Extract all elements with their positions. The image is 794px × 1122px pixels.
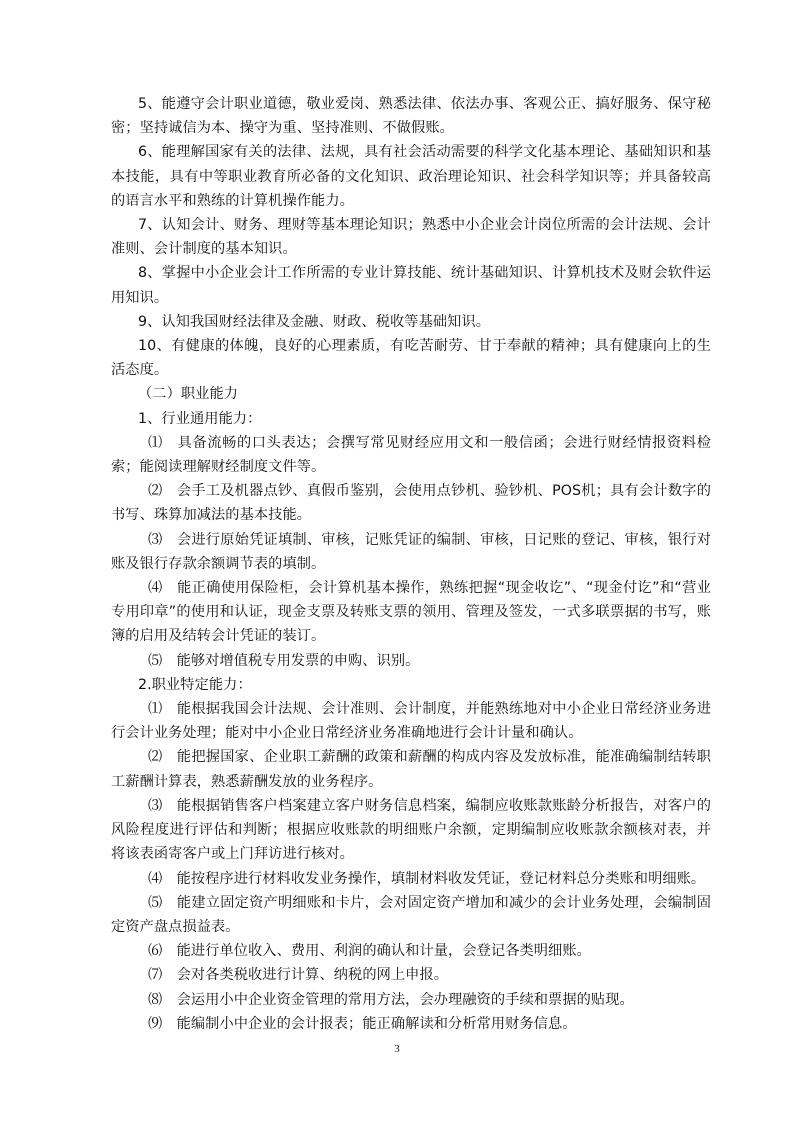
general-ability-item-4: ⑷ 能正确使用保险柜，会计算机基本操作，熟练把握“现金收讫”、“现金付讫”和“营业专用印章”的使用和认证，现金支票及转账支票的领用、管理及签发，一式多联票据的书写，账簿的启用及结转会计凭证的装订。	[111, 580, 711, 645]
paragraph-item-8: 8、掌握中小企业会计工作所需的专业计算技能、统计基础知识、计算机技术及财会软件运用知识。	[111, 265, 711, 306]
body-text	[111, 92, 711, 1036]
general-ability-item-1: ⑴ 具备流畅的口头表达；会撰写常见财经应用文和一般信函；会进行财经情报资料检索；能阅读理解财经制度文件等。	[111, 434, 711, 476]
specific-ability-item-2: ⑵ 能把握国家、企业职工薪酬的政策和薪酬的构成内容及发放标准，能准确编制结转职工薪酬计算表，熟悉薪酬发放的业务程序。	[111, 749, 711, 790]
paragraph-item-9: 9、认知我国财经法律及金融、财政、税收等基础知识。	[138, 313, 491, 330]
specific-ability-item-5: ⑸ 能建立固定资产明细账和卡片，会对固定资产增加和减少的会计业务处理，会编制固定资产盘点损益表。	[111, 894, 711, 935]
specific-ability-item-6: ⑹ 能进行单位收入、费用、利润的确认和计量，会登记各类明细账。	[148, 943, 591, 960]
specific-ability-item-7: ⑺ 会对各类税收进行计算、纳税的网上申报。	[148, 967, 449, 984]
paragraph-item-7: 7、认知会计、财务、理财等基本理论知识；熟悉中小企业会计岗位所需的会计法规、会计准则、会计制度的基本知识。	[111, 217, 711, 258]
specific-ability-item-9: ⑼ 能编制小中企业的会计报表；能正确解读和分析常用财务信息。	[148, 1015, 577, 1032]
subsection-heading-specific-ability: 2.职业特定能力：	[138, 676, 252, 693]
paragraph-item-10: 10、有健康的体魄，良好的心理素质，有吃苦耐劳、甘于奉献的精神；具有健康向上的生活态度。	[111, 338, 711, 379]
general-ability-item-5: ⑸ 能够对增值税专用发票的申购、识别。	[148, 652, 420, 669]
specific-ability-item-8: ⑻ 会运用小中企业资金管理的常用方法，会办理融资的手续和票据的贴现。	[148, 991, 634, 1008]
section-heading-vocational-ability: （二）职业能力	[138, 386, 239, 403]
specific-ability-item-4: ⑷ 能按程序进行材料收发业务操作，填制材料收发凭证，登记材料总分类账和明细账。	[148, 870, 706, 887]
general-ability-item-3: ⑶ 会进行原始凭证填制、审核，记账凭证的编制、审核，日记账的登记、审核，银行对账及银行存款余额调节表的填制。	[111, 531, 711, 572]
general-ability-item-2: ⑵ 会手工及机器点钞、真假币鉴别，会使用点钞机、验钞机、POS机；具有会计数字的书写、珠算加减法的基本技能。	[111, 483, 711, 524]
paragraph-item-5: 5、能遵守会计职业道德，敬业爱岗、熟悉法律、依法办事、客观公正、搞好服务、保守秘密；坚持诚信为本、操守为重、坚持准则、不做假账。	[111, 96, 711, 137]
subsection-heading-general-ability: 1、行业通用能力：	[138, 410, 262, 427]
paragraph-item-6: 6、能理解国家有关的法律、法规，具有社会活动需要的科学文化基本理论、基础知识和基本技能，具有中等职业教育所必备的文化知识、政治理论知识、社会科学知识等；并具备较高的语言水平和熟练的计算机操作能力。	[111, 144, 711, 209]
specific-ability-item-3: ⑶ 能根据销售客户档案建立客户财务信息档案，编制应收账款账龄分析报告，对客户的风险程度进行评估和判断；根据应收账款的明细账户余额，定期编制应收账款余额核对表，并将该表函寄客户或上门拜访进行核对。	[111, 797, 711, 863]
specific-ability-item-1: ⑴ 能根据我国会计法规、会计准则、会计制度，并能熟练地对中小企业日常经济业务进行会计业务处理；能对中小企业日常经济业务准确地进行会计计量和确认。	[111, 701, 711, 742]
page-number: 3	[394, 1043, 400, 1055]
